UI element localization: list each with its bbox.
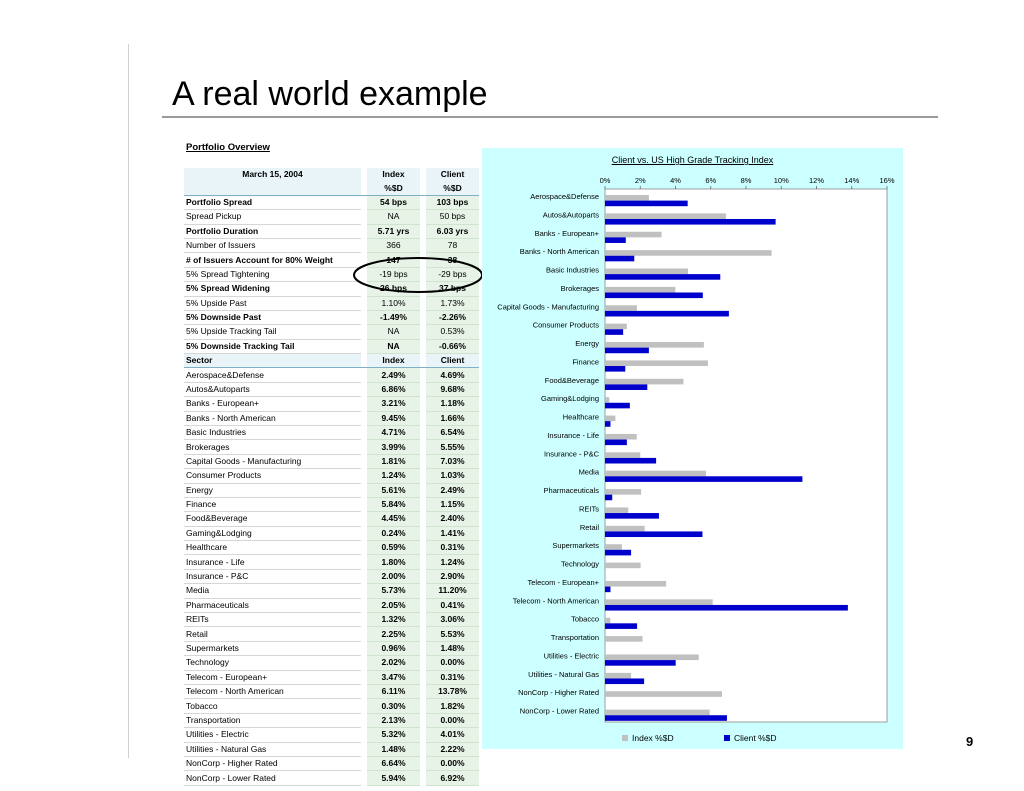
index-bar — [605, 416, 615, 422]
sector-row-index: 4.71% — [367, 425, 420, 439]
overview-row-index: 147 — [367, 253, 420, 267]
sector-row-index: 1.81% — [367, 454, 420, 468]
x-tick-label: 16% — [879, 176, 895, 185]
sector-row-index: 0.59% — [367, 541, 420, 555]
x-tick-label: 8% — [740, 176, 752, 185]
index-bar — [605, 397, 609, 403]
sector-row-label: REITs — [184, 613, 361, 627]
client-bar — [605, 550, 631, 556]
category-label: Insurance - P&C — [543, 449, 599, 459]
sector-row-index: 3.47% — [367, 670, 420, 684]
category-label: NonCorp - Higher Rated — [518, 688, 599, 698]
category-label: Media — [578, 467, 599, 477]
overview-row-client: 38 — [426, 253, 479, 267]
client-bar — [605, 348, 649, 354]
sector-row-client: 1.41% — [426, 526, 479, 540]
index-bar — [605, 250, 772, 256]
sector-header: Sector — [184, 354, 361, 368]
category-label: Energy — [575, 339, 599, 349]
sector-row-label: Utilities - Natural Gas — [184, 742, 361, 756]
index-bar — [605, 489, 641, 495]
sector-row-index: 1.24% — [367, 469, 420, 483]
index-bar — [605, 526, 645, 532]
sector-row-label: Supermarkets — [184, 641, 361, 655]
sector-row-client: 2.90% — [426, 569, 479, 583]
sector-row-client: 4.01% — [426, 728, 479, 742]
x-tick-label: 0% — [599, 176, 611, 185]
overview-row-index: 5.71 yrs — [367, 224, 420, 238]
sector-row-label: Banks - North American — [184, 411, 361, 425]
chart-title: Client vs. US High Grade Tracking Index — [611, 155, 774, 165]
x-tick-label: 2% — [634, 176, 646, 185]
overview-row-label: 5% Upside Past — [184, 296, 361, 310]
overview-row-index: 366 — [367, 238, 420, 252]
category-label: Telecom - European+ — [527, 577, 599, 587]
overview-row-label: # of Issuers Account for 80% Weight — [184, 253, 361, 267]
sector-row-label: Insurance - P&C — [184, 569, 361, 583]
sector-index-header: Index — [367, 354, 420, 368]
index-bar — [605, 691, 722, 697]
overview-row-client: 37 bps — [426, 282, 479, 296]
index-bar — [605, 618, 610, 624]
sector-row-label: Pharmaceuticals — [184, 598, 361, 612]
date-header: March 15, 2004 — [184, 168, 361, 181]
index-bar — [605, 287, 675, 293]
client-bar — [605, 384, 647, 390]
category-label: Retail — [579, 522, 599, 532]
overview-row-label: Portfolio Duration — [184, 224, 361, 238]
page-number: 9 — [966, 734, 974, 749]
client-bar — [605, 421, 610, 427]
category-label: Aerospace&Defense — [530, 192, 599, 201]
category-label: Transportation — [550, 633, 599, 643]
sector-row-index: 0.30% — [367, 699, 420, 713]
index-bar — [605, 452, 640, 458]
index-bar — [605, 324, 627, 330]
client-bar — [605, 440, 627, 446]
category-label: Banks - North American — [519, 247, 599, 257]
sector-row-client: 11.20% — [426, 584, 479, 598]
sector-row-client: 5.53% — [426, 627, 479, 641]
sector-row-client: 4.69% — [426, 368, 479, 382]
index-bar — [605, 232, 662, 238]
sector-row-index: 0.24% — [367, 526, 420, 540]
legend-client-swatch — [724, 735, 730, 741]
x-tick-label: 6% — [705, 176, 717, 185]
sector-row-label: Aerospace&Defense — [184, 368, 361, 382]
client-bar — [605, 403, 630, 409]
sector-row-label: Banks - European+ — [184, 397, 361, 411]
legend-index-label: Index %$D — [632, 733, 674, 743]
client-bar — [605, 292, 703, 298]
category-label: Basic Industries — [546, 265, 599, 275]
index-bar — [605, 342, 704, 348]
category-label: Autos&Autoparts — [542, 210, 599, 220]
sector-row-label: Gaming&Lodging — [184, 526, 361, 540]
client-header: Client — [426, 168, 479, 181]
client-bar — [605, 495, 612, 501]
client-bar — [605, 587, 610, 593]
overview-row-client: 103 bps — [426, 195, 479, 209]
index-bar — [605, 379, 683, 385]
client-bar — [605, 274, 720, 280]
sector-client-header: Client — [426, 354, 479, 368]
sector-row-index: 6.11% — [367, 684, 420, 698]
sector-row-client: 13.78% — [426, 684, 479, 698]
index-bar — [605, 195, 649, 201]
sector-row-client: 1.18% — [426, 397, 479, 411]
sector-row-label: Retail — [184, 627, 361, 641]
x-tick-label: 10% — [773, 176, 789, 185]
sector-row-index: 9.45% — [367, 411, 420, 425]
overview-row-client: 1.73% — [426, 296, 479, 310]
sector-row-index: 3.21% — [367, 397, 420, 411]
sector-row-label: NonCorp - Lower Rated — [184, 771, 361, 785]
category-label: Brokerages — [560, 283, 599, 293]
category-label: Technology — [561, 559, 599, 569]
index-header: Index — [367, 168, 420, 181]
sector-row-label: Finance — [184, 497, 361, 511]
sector-row-index: 5.32% — [367, 728, 420, 742]
category-label: Supermarkets — [552, 541, 599, 551]
sector-row-index: 2.13% — [367, 713, 420, 727]
sector-row-client: 2.40% — [426, 512, 479, 526]
index-bar — [605, 581, 666, 587]
sector-row-client: 1.66% — [426, 411, 479, 425]
sector-row-label: Transportation — [184, 713, 361, 727]
sector-row-label: Energy — [184, 483, 361, 497]
sector-row-label: Healthcare — [184, 541, 361, 555]
overview-row-client: 50 bps — [426, 210, 479, 224]
sector-row-client: 0.31% — [426, 670, 479, 684]
sector-row-client: 1.24% — [426, 555, 479, 569]
sector-row-client: 1.82% — [426, 699, 479, 713]
index-bar — [605, 673, 631, 679]
sector-row-label: Utilities - Electric — [184, 728, 361, 742]
sector-row-client: 0.41% — [426, 598, 479, 612]
index-bar — [605, 434, 637, 440]
client-unit: %$D — [426, 181, 479, 195]
overview-row-label: Number of Issuers — [184, 238, 361, 252]
category-label: Gaming&Lodging — [541, 394, 599, 404]
overview-title: Portfolio Overview — [186, 142, 270, 153]
overview-row-index: NA — [367, 210, 420, 224]
category-label: Pharmaceuticals — [543, 486, 599, 496]
sector-row-label: Telecom - European+ — [184, 670, 361, 684]
sector-row-client: 6.54% — [426, 425, 479, 439]
category-label: Telecom - North American — [512, 596, 599, 606]
sector-row-client: 5.55% — [426, 440, 479, 454]
sector-row-client: 2.49% — [426, 483, 479, 497]
sector-row-index: 2.49% — [367, 368, 420, 382]
sector-row-index: 1.32% — [367, 613, 420, 627]
overview-row-index: -19 bps — [367, 267, 420, 281]
client-bar — [605, 219, 776, 225]
sector-row-index: 2.25% — [367, 627, 420, 641]
client-bar — [605, 513, 659, 519]
client-bar — [605, 311, 729, 317]
overview-row-label: 5% Spread Tightening — [184, 267, 361, 281]
sector-row-label: Food&Beverage — [184, 512, 361, 526]
sector-row-label: Insurance - Life — [184, 555, 361, 569]
slide-title: A real world example — [172, 75, 488, 113]
x-tick-label: 14% — [844, 176, 860, 185]
overview-row-label: Portfolio Spread — [184, 195, 361, 209]
sector-row-index: 2.02% — [367, 656, 420, 670]
overview-row-index: 54 bps — [367, 195, 420, 209]
sector-row-index: 4.45% — [367, 512, 420, 526]
client-bar — [605, 715, 727, 721]
overview-row-index: NA — [367, 325, 420, 339]
overview-row-client: 78 — [426, 238, 479, 252]
legend-index-swatch — [622, 735, 628, 741]
legend-client-label: Client %$D — [734, 733, 777, 743]
sector-row-index: 3.99% — [367, 440, 420, 454]
category-label: Utilities - Natural Gas — [528, 669, 599, 679]
index-unit: %$D — [367, 181, 420, 195]
sector-row-index: 1.80% — [367, 555, 420, 569]
index-bar — [605, 269, 688, 275]
index-bar — [605, 544, 622, 550]
sector-row-index: 5.73% — [367, 584, 420, 598]
overview-row-client: -0.66% — [426, 339, 479, 353]
sector-row-index: 0.96% — [367, 641, 420, 655]
client-bar — [605, 678, 644, 684]
sector-row-index: 1.48% — [367, 742, 420, 756]
client-bar — [605, 623, 637, 629]
overview-row-label: 5% Downside Past — [184, 310, 361, 324]
index-bar — [605, 507, 628, 513]
sector-row-label: Technology — [184, 656, 361, 670]
category-label: Consumer Products — [532, 320, 599, 330]
index-bar — [605, 636, 643, 642]
sector-row-index: 5.61% — [367, 483, 420, 497]
sector-row-client: 1.48% — [426, 641, 479, 655]
sector-row-client: 3.06% — [426, 613, 479, 627]
category-label: Healthcare — [562, 412, 599, 422]
sector-row-label: Telecom - North American — [184, 684, 361, 698]
index-bar — [605, 305, 637, 311]
overview-row-client: -29 bps — [426, 267, 479, 281]
overview-row-label: 5% Downside Tracking Tail — [184, 339, 361, 353]
index-bar — [605, 213, 726, 219]
category-label: NonCorp - Lower Rated — [519, 706, 599, 716]
overview-row-client: 0.53% — [426, 325, 479, 339]
overview-row-client: -2.26% — [426, 310, 479, 324]
sector-row-index: 6.86% — [367, 382, 420, 396]
client-bar — [605, 366, 625, 372]
x-tick-label: 12% — [808, 176, 825, 185]
overview-row-client: 6.03 yrs — [426, 224, 479, 238]
sector-row-label: Autos&Autoparts — [184, 382, 361, 396]
sector-row-label: Capital Goods - Manufacturing — [184, 454, 361, 468]
client-bar — [605, 531, 702, 537]
sector-row-client: 0.00% — [426, 756, 479, 770]
index-bar — [605, 360, 708, 366]
client-bar — [605, 201, 688, 207]
sector-row-label: Tobacco — [184, 699, 361, 713]
overview-row-index: -1.49% — [367, 310, 420, 324]
legend-index — [622, 733, 674, 743]
sector-row-label: Media — [184, 584, 361, 598]
category-label: Tobacco — [571, 614, 599, 624]
sector-row-index: 5.84% — [367, 497, 420, 511]
x-tick-label: 4% — [670, 176, 681, 185]
sector-row-label: Consumer Products — [184, 469, 361, 483]
overview-row-index: NA — [367, 339, 420, 353]
index-bar — [605, 563, 641, 569]
category-label: Insurance - Life — [547, 430, 599, 440]
category-label: REITs — [578, 504, 599, 514]
index-bar — [605, 599, 713, 605]
client-bar — [605, 476, 802, 482]
sector-row-client: 1.15% — [426, 497, 479, 511]
category-label: Capital Goods - Manufacturing — [497, 302, 599, 312]
sector-row-index: 6.64% — [367, 756, 420, 770]
overview-row-label: 5% Upside Tracking Tail — [184, 325, 361, 339]
sector-row-label: NonCorp - Higher Rated — [184, 756, 361, 770]
category-label: Banks - European+ — [534, 228, 599, 238]
index-bar — [605, 710, 710, 716]
index-bar — [605, 654, 699, 660]
overview-row-label: 5% Spread Widening — [184, 282, 361, 296]
sector-row-label: Brokerages — [184, 440, 361, 454]
sector-row-client: 0.00% — [426, 656, 479, 670]
sector-row-client: 9.68% — [426, 382, 479, 396]
sector-row-client: 1.03% — [426, 469, 479, 483]
index-bar — [605, 471, 706, 477]
sector-row-client: 6.92% — [426, 771, 479, 785]
sector-row-client: 7.03% — [426, 454, 479, 468]
overview-row-index: 26 bps — [367, 282, 420, 296]
category-label: Finance — [572, 357, 599, 367]
client-bar — [605, 237, 626, 243]
category-label: Food&Beverage — [544, 375, 599, 385]
sector-row-label: Basic Industries — [184, 425, 361, 439]
sector-row-client: 2.22% — [426, 742, 479, 756]
category-label: Utilities - Electric — [543, 651, 599, 661]
sector-row-index: 2.05% — [367, 598, 420, 612]
sector-row-client: 0.31% — [426, 541, 479, 555]
client-bar — [605, 458, 656, 464]
client-bar — [605, 605, 848, 611]
client-bar — [605, 660, 676, 666]
legend-client — [724, 733, 777, 743]
client-bar — [605, 256, 634, 262]
overview-row-label: Spread Pickup — [184, 210, 361, 224]
client-bar — [605, 329, 623, 335]
sector-row-client: 0.00% — [426, 713, 479, 727]
overview-row-index: 1.10% — [367, 296, 420, 310]
sector-row-index: 5.94% — [367, 771, 420, 785]
sector-row-index: 2.00% — [367, 569, 420, 583]
